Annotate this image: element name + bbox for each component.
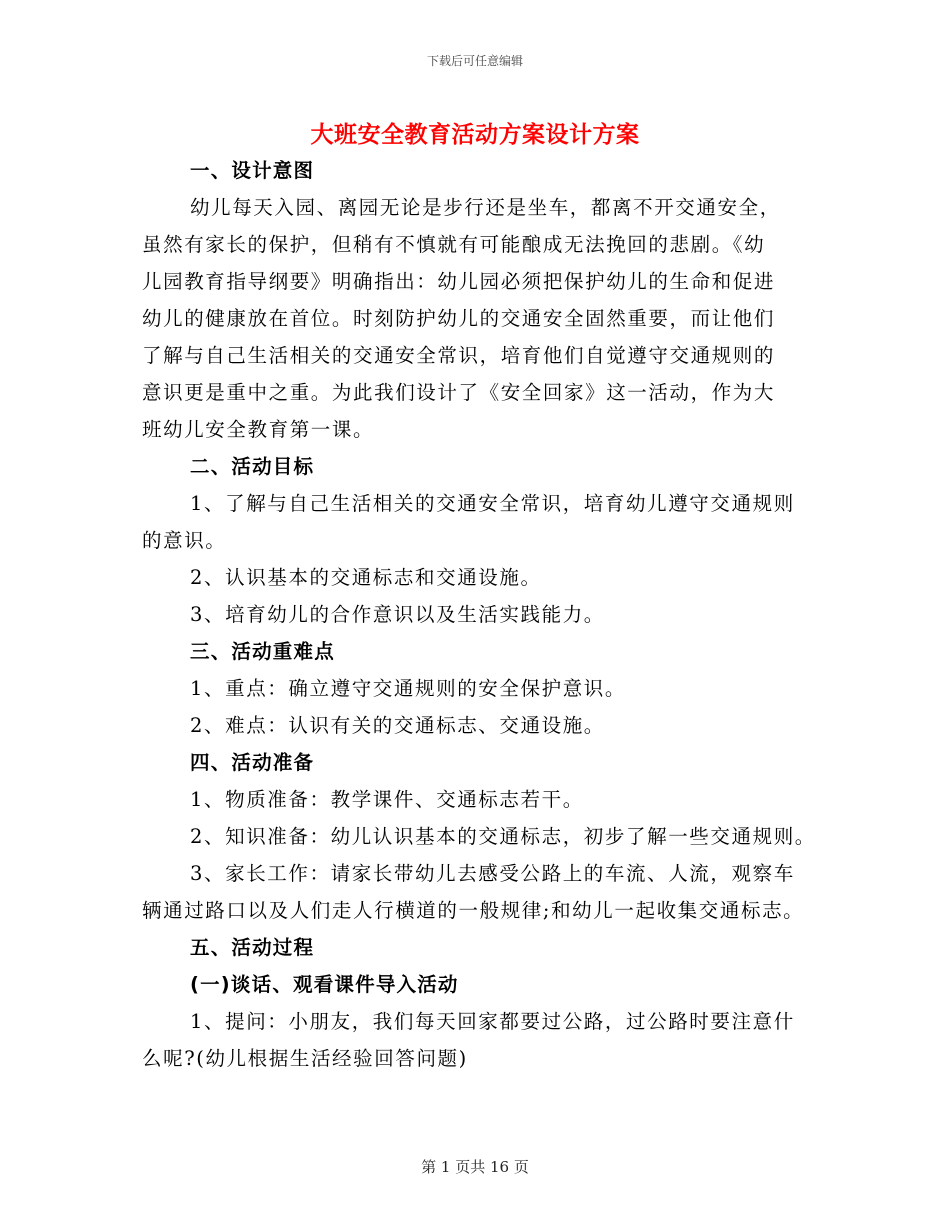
paragraph-line: 的意识。 bbox=[142, 529, 227, 552]
section-heading: 一、设计意图 bbox=[190, 159, 315, 182]
paragraph-line: 幼儿每天入园、离园无论是步行还是坐车，都离不开交通安全， bbox=[190, 196, 781, 219]
section-heading: 二、活动目标 bbox=[190, 455, 315, 478]
paragraph-line: 2、难点：认识有关的交通标志、交通设施。 bbox=[190, 714, 605, 737]
paragraph-line: 儿园教育指导纲要》明确指出：幼儿园必须把保护幼儿的生命和促进 bbox=[142, 270, 776, 293]
paragraph-line: 2、知识准备：幼儿认识基本的交通标志，初步了解一些交通规则。 bbox=[190, 825, 816, 848]
paragraph-line: 意识更是重中之重。为此我们设计了《安全回家》这一活动，作为大 bbox=[142, 381, 776, 404]
section-heading: 五、活动过程 bbox=[190, 936, 315, 959]
paragraph-line: 1、提问：小朋友，我们每天回家都要过公路，过公路时要注意什 bbox=[190, 1010, 795, 1033]
paragraph-line: 幼儿的健康放在首位。时刻防护幼儿的交通安全固然重要，而让他们 bbox=[142, 307, 776, 330]
document-body bbox=[142, 152, 822, 1077]
document-title: 大班安全教育活动方案设计方案 bbox=[310, 121, 640, 148]
paragraph-line: 1、物质准备：教学课件、交通标志若干。 bbox=[190, 788, 584, 811]
section-heading: 四、活动准备 bbox=[190, 751, 315, 774]
paragraph-line: 3、培育幼儿的合作意识以及生活实践能力。 bbox=[190, 603, 605, 626]
section-heading: 三、活动重难点 bbox=[190, 640, 335, 663]
paragraph-line: 么呢?(幼儿根据生活经验回答问题) bbox=[142, 1047, 468, 1070]
page-header: 下载后可任意编辑 bbox=[426, 54, 523, 68]
page-footer: 第 1 页共 16 页 bbox=[421, 1158, 529, 1176]
paragraph-line: 1、重点：确立遵守交通规则的安全保护意识。 bbox=[190, 677, 627, 700]
paragraph-line: 虽然有家长的保护，但稍有不慎就有可能酿成无法挽回的悲剧。《幼 bbox=[142, 233, 766, 256]
paragraph-line: 辆通过路口以及人们走人行横道的一般规律;和幼儿一起收集交通标志。 bbox=[142, 899, 805, 922]
paragraph-line: 1、了解与自己生活相关的交通安全常识，培育幼儿遵守交通规则 bbox=[190, 492, 795, 515]
paragraph-line: 班幼儿安全教育第一课。 bbox=[142, 418, 375, 441]
section-heading: (一)谈话、观看课件导入活动 bbox=[190, 973, 459, 996]
paragraph-line: 2、认识基本的交通标志和交通设施。 bbox=[190, 566, 542, 589]
paragraph-line: 了解与自己生活相关的交通安全常识，培育他们自觉遵守交通规则的 bbox=[142, 344, 776, 367]
paragraph-line: 3、家长工作：请家长带幼儿去感受公路上的车流、人流，观察车 bbox=[190, 862, 795, 885]
